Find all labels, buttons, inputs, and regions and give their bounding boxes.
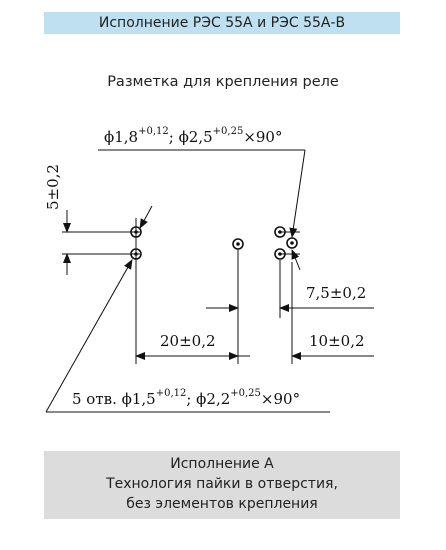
upper-callout-leader [292, 150, 305, 237]
footer-line-2: Технология пайки в отверстия, [106, 476, 338, 492]
dim-7-5-label: 7,5±0,2 [306, 284, 367, 302]
footer-line-3: без элементов крепления [126, 496, 318, 512]
hole-left-upper-center [134, 230, 138, 234]
dim-10-label: 10±0,2 [309, 332, 365, 350]
upper-callout-d1: ϕ1,8 [104, 128, 139, 146]
header-title: Исполнение РЭС 55А и РЭС 55А-В [98, 15, 346, 31]
vertical-dim-label: 5±0,2 [44, 164, 62, 210]
upper-callout-d2-tol: +0,25 [212, 126, 244, 137]
upper-callout-tail: ×90° [243, 128, 283, 146]
lower-callout-tail: ×90° [260, 390, 301, 408]
upper-callout-text [104, 126, 282, 146]
hole-right-lower-a-center [278, 252, 282, 256]
footer-line-1: Исполнение А [170, 456, 274, 472]
upper-callout-d1-tol: +0,12 [138, 126, 169, 137]
lower-callout-sep: ; ϕ2,2 [186, 390, 231, 408]
hole-middle-center [236, 242, 240, 246]
right-chamfer-arrow [292, 250, 300, 270]
lower-callout-d2-tol: +0,25 [230, 388, 261, 399]
footer-caption-box [44, 451, 400, 519]
lower-callout-d1-tol: +0,12 [155, 388, 187, 399]
lower-callout-prefix: 5 отв. ϕ1,5 [72, 390, 156, 408]
hole-right-b-center [290, 241, 294, 245]
dim-20-label: 20±0,2 [160, 332, 216, 350]
left-chamfer-arrow [140, 206, 152, 228]
upper-callout-sep: ; ϕ2,5 [168, 128, 213, 146]
hole-right-upper-a-center [278, 230, 282, 234]
diagram-subtitle: Разметка для крепления реле [107, 74, 339, 90]
lower-callout-text [72, 388, 300, 408]
